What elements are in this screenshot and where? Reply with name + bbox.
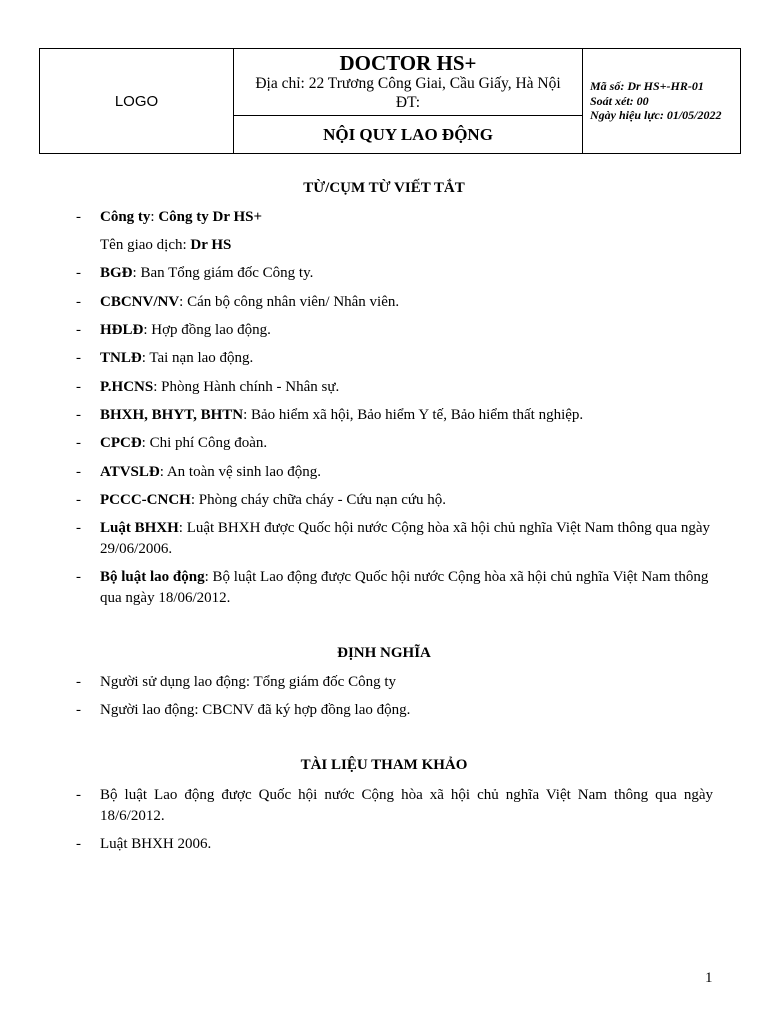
document-title: NỘI QUY LAO ĐỘNG (234, 116, 583, 154)
term: TNLĐ (100, 350, 142, 366)
bullet-dash: - (76, 674, 81, 690)
term-separator: : (141, 435, 150, 451)
bullet-dash: - (76, 492, 81, 508)
page-number: 1 (705, 970, 713, 986)
term: Luật BHXH (100, 520, 179, 536)
definition-text: Người sử dụng lao động: Tổng giám đốc Công ty (100, 674, 396, 690)
bullet-dash: - (76, 294, 81, 310)
document-revision: Soát xét: 00 (590, 93, 649, 108)
term-separator: : (243, 407, 252, 423)
definition: Phòng cháy chữa cháy - Cứu nạn cứu hộ. (198, 492, 446, 508)
term: HĐLĐ (100, 322, 144, 338)
trade-name (100, 235, 231, 256)
term-separator: : (190, 492, 199, 508)
definition-text: Người lao động: CBCNV đã ký hợp đồng lao động. (100, 702, 411, 718)
company-phone: ĐT: (395, 94, 421, 111)
logo-placeholder: LOGO (40, 49, 234, 154)
definition: Công ty Dr HS+ (158, 209, 263, 225)
company-name: DOCTOR HS+ (339, 51, 477, 75)
term-separator: : (141, 350, 150, 366)
bullet-dash: - (76, 464, 81, 480)
definition: Luật BHXH được Quốc hội nước Cộng hòa xã hội chủ nghĩa Việt Nam thông qua ngày 29/06/2006. (100, 520, 711, 557)
term: BGĐ (100, 265, 133, 281)
term-separator: : (204, 569, 213, 585)
bullet-dash: - (76, 350, 81, 366)
bullet-dash: - (76, 209, 81, 225)
trade-name-value: Dr HS (190, 237, 232, 253)
term-separator: : (132, 265, 141, 281)
definition: Bảo hiểm xã hội, Bảo hiểm Y tế, Bảo hiểm thất nghiệp. (251, 407, 584, 423)
document-code: Mã số: Dr HS+-HR-01 (590, 79, 704, 94)
definition: An toàn vệ sinh lao động. (166, 464, 321, 480)
term: BHXH, BHYT, BHTN (100, 407, 244, 423)
document-meta (583, 49, 741, 154)
company-address: Địa chỉ: 22 Trương Công Giai, Cầu Giấy, Hà Nội (255, 75, 561, 92)
term: Bộ luật lao động (100, 569, 205, 585)
definition: Ban Tổng giám đốc Công ty. (140, 265, 314, 281)
term-separator: : (178, 520, 187, 536)
bullet-dash: - (76, 407, 81, 423)
reference-text: Luật BHXH 2006. (100, 836, 212, 852)
term: CBCNV/NV (100, 294, 180, 310)
document-header (39, 48, 741, 154)
bullet-dash: - (76, 702, 81, 718)
bullet-dash: - (76, 520, 81, 536)
definition: Phòng Hành chính - Nhân sự. (161, 379, 340, 395)
reference-text: Bộ luật Lao động được Quốc hội nước Cộng hòa xã hội chủ nghĩa Việt Nam thông qua ngày 18/6/2012. (100, 787, 713, 824)
bullet-dash: - (76, 836, 81, 852)
trade-name-label: Tên giao dịch: (100, 237, 191, 253)
company-info (234, 49, 583, 116)
bullet-dash: - (76, 787, 81, 803)
references-heading: TÀI LIỆU THAM KHẢO (300, 757, 468, 773)
definition: Hợp đồng lao động. (151, 322, 271, 338)
bullet-dash: - (76, 265, 81, 281)
definition: Bộ luật Lao động được Quốc hội nước Cộng hòa xã hội chủ nghĩa Việt Nam thông qua ngày 18/06/2012. (100, 569, 709, 606)
abbreviations-heading: TỪ/CỤM TỪ VIẾT TẮT (303, 180, 465, 196)
bullet-dash: - (76, 322, 81, 338)
term: Công ty (100, 209, 151, 225)
term: PCCC-CNCH (100, 492, 191, 508)
bullet-dash: - (76, 379, 81, 395)
bullet-dash: - (76, 569, 81, 585)
definitions-heading: ĐỊNH NGHĨA (337, 645, 431, 661)
term: CPCĐ (100, 435, 142, 451)
definition: Cán bộ công nhân viên/ Nhân viên. (187, 294, 400, 310)
term: P.HCNS (100, 379, 154, 395)
term-separator: : (179, 294, 188, 310)
term-separator: : (159, 464, 167, 480)
term-separator: : (143, 322, 152, 338)
term-separator: : (153, 379, 162, 395)
term: ATVSLĐ (100, 464, 160, 480)
term-separator: : (150, 209, 159, 225)
document-effective-date: Ngày hiệu lực: 01/05/2022 (590, 108, 722, 123)
definition: Tai nạn lao động. (149, 350, 254, 366)
bullet-dash: - (76, 435, 81, 451)
definition: Chi phí Công đoàn. (149, 435, 268, 451)
